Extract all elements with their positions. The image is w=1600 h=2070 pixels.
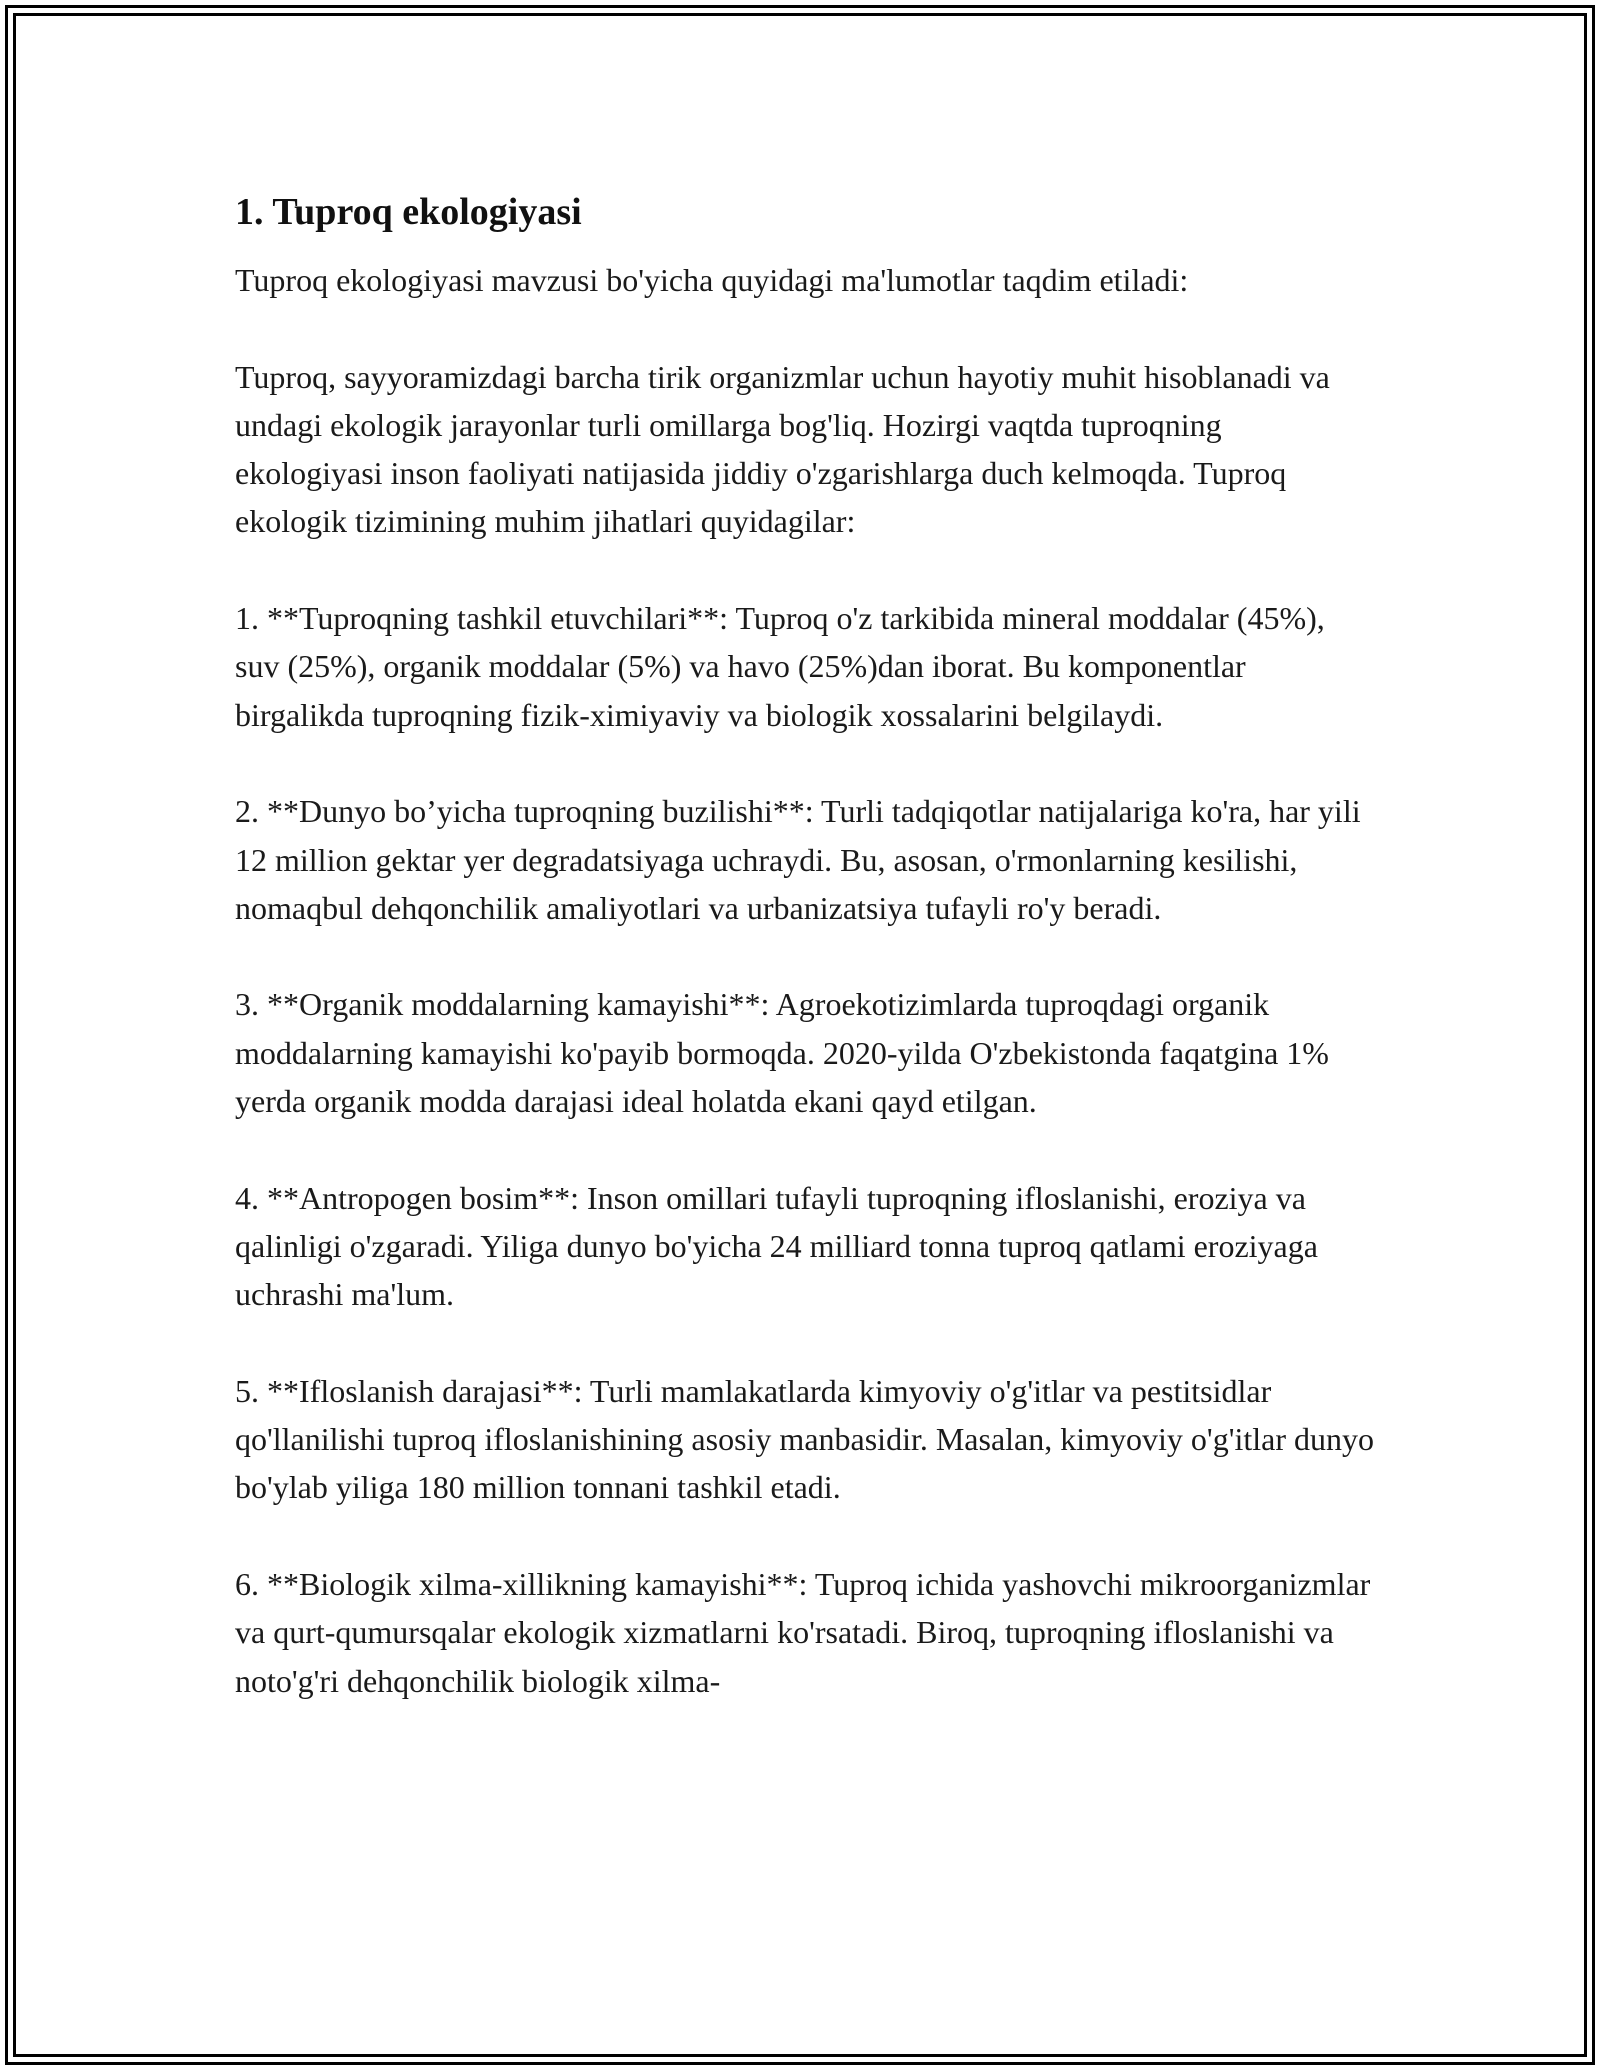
section-title: 1. Tuproq ekologiyasi [235, 191, 582, 233]
list-item: 4. **Antropogen bosim**: Inson omillari tufayli tuproqning ifloslanishi, eroziya va qalinligi o'zgaradi. Yiliga dunyo bo'yicha 24 milliard tonna tuproq qatlami eroziyaga uchrashi ma'lum. [235, 1179, 1318, 1313]
list-item: 5. **Ifloslanish darajasi**: Turli mamlakatlarda kimyoviy o'g'itlar va pestitsidlar qo'llanilishi tuproq ifloslanishining asosiy manbasidir. Masalan, kimyoviy o'g'itlar dunyo bo'ylab yiliga 180 million tonnani tashkil etadi. [235, 1372, 1374, 1506]
intro-paragraph: Tuproq ekologiyasi mavzusi bo'yicha quyidagi ma'lumotlar taqdim etiladi: [235, 262, 1189, 298]
list-item: 1. **Tuproqning tashkil etuvchilari**: Tuproq o'z tarkibida mineral moddalar (45%), suv (25%), organik moddalar (5%) va havo (25%)dan iborat. Bu komponentlar birgalikda tuproqning fizik-ximiyaviy va biologik xossalarini belgilaydi. [235, 600, 1325, 733]
list-item: 6. **Biologik xilma-xillikning kamayishi**: Tuproq ichida yashovchi mikroorganizmlar va qurt-qumursqalar ekologik xizmatlarni ko'rsatadi. Biroq, tuproqning ifloslanishi va noto'g'ri dehqonchilik biologik xilma- [235, 1566, 1371, 1699]
document-body [235, 188, 1375, 1705]
list-item: 2. **Dunyo bo’yicha tuproqning buzilishi**: Turli tadqiqotlar natijalariga ko'ra, har yili 12 million gektar yer degradatsiyaga uchraydi. Bu, asosan, o'rmonlarning kesilishi, nomaqbul dehqonchilik amaliyotlari va urbanizatsiya tufayli ro'y beradi. [235, 793, 1361, 926]
overview-paragraph: Tuproq, sayyoramizdagi barcha tirik organizmlar uchun hayotiy muhit hisoblanadi va undagi ekologik jarayonlar turli omillarga bog'liq. Hozirgi vaqtda tuproqning ekologiyasi inson faoliyati natijasida jiddiy o'zgarishlarga duch kelmoqda. Tuproq ekologik tizimining muhim jihatlari quyidagilar: [235, 358, 1330, 540]
list-item: 3. **Organik moddalarning kamayishi**: Agroekotizimlarda tuproqdagi organik moddalarning kamayishi ko'payib bormoqda. 2020-yilda O'zbekistonda faqatgina 1% yerda organik modda darajasi ideal holatda ekani qayd etilgan. [235, 986, 1329, 1120]
